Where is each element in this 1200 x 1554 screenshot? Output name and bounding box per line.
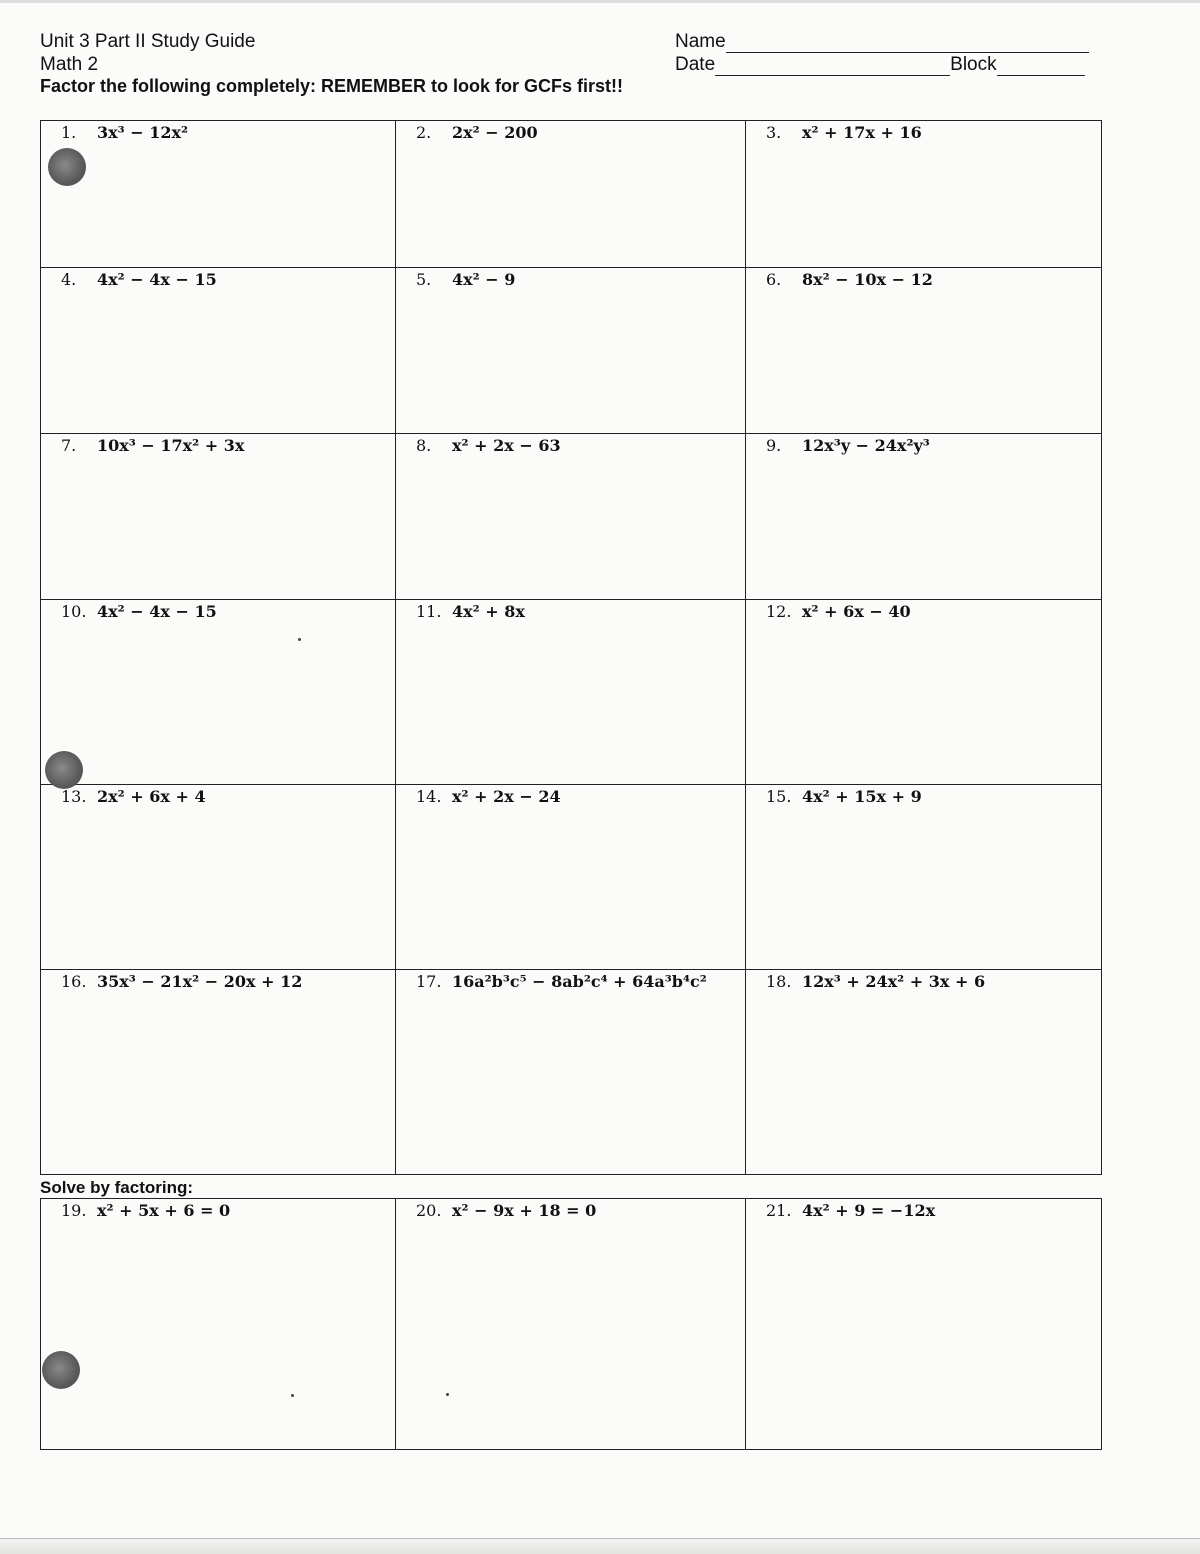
scan-speck [291, 1394, 294, 1397]
problem-cell[interactable] [746, 970, 1102, 1175]
problem-expression: 8x² − 10x − 12 [802, 270, 933, 289]
problem-row [41, 970, 1102, 1175]
problem-expression: x² + 17x + 16 [802, 123, 922, 142]
problem-cell[interactable] [41, 434, 396, 600]
problem-number: 6. [766, 270, 782, 289]
block-label: Block [950, 54, 997, 75]
problem-number: 2. [416, 123, 432, 142]
problem-cell[interactable] [746, 600, 1102, 785]
scan-speck [446, 1393, 449, 1396]
problem-cell[interactable] [396, 970, 746, 1175]
problem-cell[interactable] [396, 268, 746, 434]
problem-number: 16. [61, 972, 87, 991]
date-label: Date [675, 54, 716, 75]
problem-number: 5. [416, 270, 432, 289]
problem-expression: x² + 2x − 24 [452, 787, 561, 806]
problem-number: 3. [766, 123, 782, 142]
problem-row [41, 600, 1102, 785]
problem-row [41, 121, 1102, 268]
problem-number: 4. [61, 270, 77, 289]
problem-expression: 4x² − 4x − 15 [97, 602, 217, 621]
solve-problems-table [40, 1198, 1102, 1450]
problem-expression: 10x³ − 17x² + 3x [97, 436, 245, 455]
problem-number: 8. [416, 436, 432, 455]
name-row [675, 30, 1089, 53]
problem-expression: 16a²b³c⁵ − 8ab²c⁴ + 64a³b⁴c² [452, 972, 707, 991]
problem-number: 1. [61, 123, 77, 142]
problem-number: 20. [416, 1201, 442, 1220]
problem-number: 13. [61, 787, 87, 806]
problem-expression: 2x² + 6x + 4 [97, 787, 206, 806]
problem-number: 14. [416, 787, 442, 806]
binder-hole-middle [45, 751, 83, 789]
scan-top-edge [0, 0, 1200, 3]
problem-cell[interactable] [396, 121, 746, 268]
problem-expression: x² + 6x − 40 [802, 602, 911, 621]
problem-cell[interactable] [746, 121, 1102, 268]
factor-problems-table [40, 120, 1102, 1175]
problem-row [41, 434, 1102, 600]
problem-row [41, 268, 1102, 434]
problem-cell[interactable] [396, 434, 746, 600]
problem-cell[interactable] [746, 268, 1102, 434]
problem-number: 7. [61, 436, 77, 455]
problem-number: 19. [61, 1201, 87, 1220]
problem-row [41, 1199, 1102, 1450]
problem-cell[interactable] [41, 1199, 396, 1450]
problem-expression: 4x² − 4x − 15 [97, 270, 217, 289]
problem-expression: 3x³ − 12x² [97, 123, 189, 142]
problem-cell[interactable] [396, 600, 746, 785]
solve-section-title: Solve by factoring: [40, 1178, 194, 1197]
problem-cell[interactable] [746, 434, 1102, 600]
instructions: Factor the following completely: REMEMBER to look for GCFs first!! [40, 76, 624, 96]
problem-number: 11. [416, 602, 442, 621]
problem-equation: x² − 9x + 18 = 0 [452, 1201, 597, 1220]
problem-cell[interactable] [41, 785, 396, 970]
problem-expression: 12x³ + 24x² + 3x + 6 [802, 972, 986, 991]
problem-expression: 4x² + 8x [452, 602, 525, 621]
problem-equation: x² + 5x + 6 = 0 [97, 1201, 231, 1220]
problem-cell[interactable] [746, 1199, 1102, 1450]
problem-number: 15. [766, 787, 792, 806]
problem-expression: 4x² + 15x + 9 [802, 787, 922, 806]
worksheet-title: Unit 3 Part II Study Guide [40, 31, 256, 52]
scan-speck [298, 638, 301, 641]
problem-number: 17. [416, 972, 442, 991]
binder-hole-top [48, 148, 86, 186]
problem-equation: 4x² + 9 = −12x [802, 1201, 936, 1220]
problem-cell[interactable] [746, 785, 1102, 970]
problem-expression: 12x³y − 24x²y³ [802, 436, 930, 455]
course-name: Math 2 [40, 54, 99, 75]
problem-cell[interactable] [41, 970, 396, 1175]
problem-number: 9. [766, 436, 782, 455]
date-row [675, 53, 1089, 76]
binder-hole-bottom [42, 1351, 80, 1389]
problem-expression: 2x² − 200 [452, 123, 538, 142]
header-left [40, 30, 255, 76]
date-blank[interactable] [715, 57, 950, 76]
problem-expression: 4x² − 9 [452, 270, 516, 289]
problem-cell[interactable] [396, 1199, 746, 1450]
problem-row [41, 785, 1102, 970]
name-blank[interactable] [726, 34, 1089, 53]
problem-cell[interactable] [41, 600, 396, 785]
problem-expression: x² + 2x − 63 [452, 436, 561, 455]
problem-cell[interactable] [396, 785, 746, 970]
problem-number: 12. [766, 602, 792, 621]
problem-number: 10. [61, 602, 87, 621]
problem-number: 18. [766, 972, 792, 991]
problem-cell[interactable] [41, 268, 396, 434]
block-blank[interactable] [997, 57, 1085, 76]
problem-number: 21. [766, 1201, 792, 1220]
name-label: Name [675, 31, 726, 52]
header-right [675, 30, 1089, 76]
problem-cell[interactable] [41, 121, 396, 268]
problem-expression: 35x³ − 21x² − 20x + 12 [97, 972, 303, 991]
scan-bottom-edge [0, 1538, 1200, 1554]
